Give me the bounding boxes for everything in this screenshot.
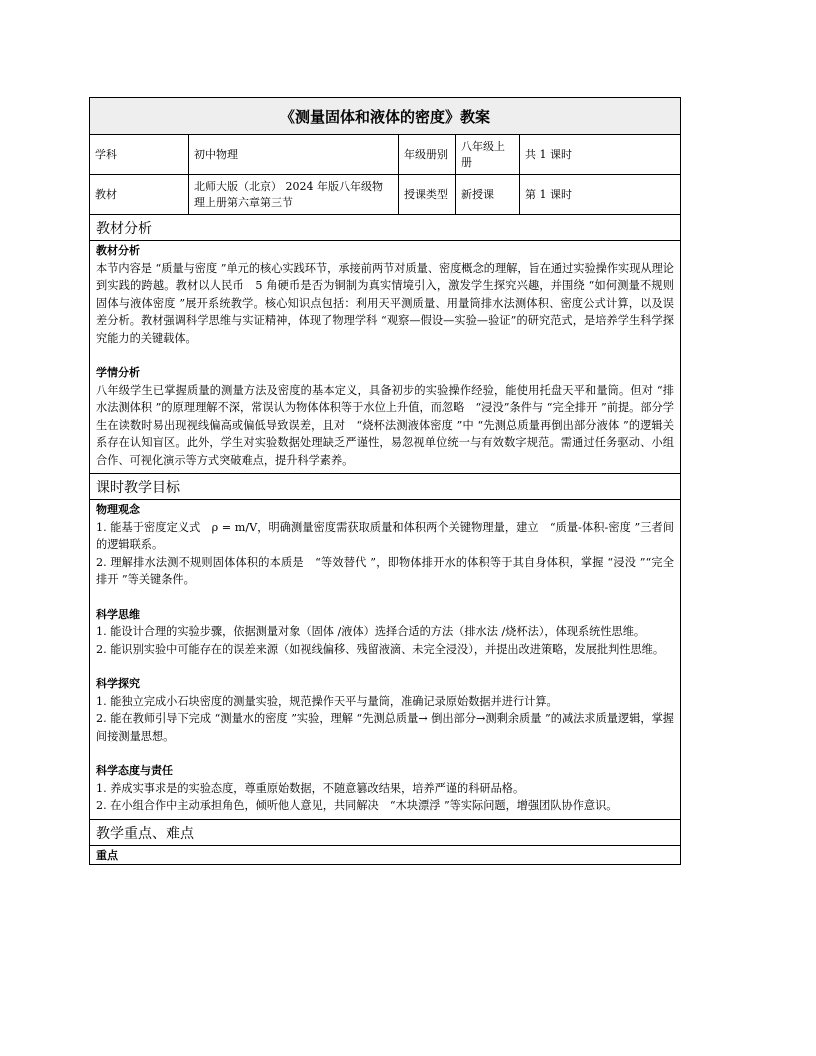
section-body-material — [90, 241, 680, 474]
section-heading-material: 教材分析 — [90, 215, 680, 241]
section-body-objectives — [90, 500, 680, 820]
subheading-physics-concept: 物理观念 — [96, 503, 140, 516]
info-row-textbook — [90, 175, 680, 215]
paragraph-material: 本节内容是 “质量与密度 ”单元的核心实践环节，承接前两节对质量、密度概念的理解，旨在通过实验操作实现从理论到实践的跨越。教材以人民币 5 角硬币是否为铜制为真实情境引入，激发学生探究兴趣，并围绕 “如何测量不规则固体与液体密度 ”展开系统教学。核心知识点包括：利用天平测质量、用量筒排水法测体积、密度公式计算，以及误差分析。教材强调科学思维与实证精神，体现了物理学科 “观察—假设—实验—验证”的研究范式，是培养学生科学探究能力的关键载体。 — [96, 261, 674, 345]
objective-item: 2. 能识别实验中可能存在的误差来源（如视线偏移、残留液滴、未完全浸没），并提出改进策略，发展批判性思维。 — [96, 642, 665, 656]
subheading-material: 教材分析 — [96, 244, 140, 257]
section-heading-keypoints: 教学重点、难点 — [90, 820, 680, 846]
objective-item: 1. 养成实事求是的实验态度，尊重原始数据，不随意篡改结果，培养严谨的科研品格。 — [96, 781, 525, 795]
subject-label: 学科 — [90, 135, 189, 174]
type-label: 授课类型 — [399, 175, 456, 214]
objective-item: 1. 能设计合理的实验步骤，依据测量对象（固体 /液体）选择合适的方法（排水法 /烧杯法），体现系统性思维。 — [96, 625, 646, 638]
section-heading-objectives: 课时教学目标 — [90, 474, 680, 500]
type-value: 新授课 — [456, 175, 520, 214]
objective-item: 2. 在小组合作中主动承担角色，倾听他人意见，共同解决 “木块漂浮 ”等实际问题，增强团队协作意识。 — [96, 799, 618, 812]
lesson-plan-table — [89, 97, 681, 865]
objective-item: 2. 理解排水法测不规则固体体积的本质是 “等效替代 ”，即物体排开水的体积等于其自身体积，掌握 “浸没 ”“完全排开 ”等关键条件。 — [96, 555, 674, 586]
subject-value: 初中物理 — [189, 135, 399, 174]
lesson-value: 第 1 课时 — [525, 187, 572, 201]
subheading-attitude: 科学态度与责任 — [96, 764, 173, 777]
textbook-label: 教材 — [90, 175, 189, 214]
subheading-scientific-inquiry: 科学探究 — [96, 677, 140, 690]
objective-item: 1. 能基于密度定义式 ρ = m/V，明确测量密度需获取质量和体积两个关键物理量，建立 “质量-体积-密度 ”三者间的逻辑联系。 — [96, 520, 674, 551]
subheading-scientific-thinking: 科学思维 — [96, 607, 140, 621]
document-title: 《测量固体和液体的密度》教案 — [90, 98, 680, 135]
objective-item: 1. 能独立完成小石块密度的测量实验，规范操作天平与量筒，准确记录原始数据并进行计算。 — [96, 694, 558, 708]
subheading-key-point: 重点 — [96, 848, 118, 862]
textbook-value: 北师大版（北京） 2024 年版八年级物理上册第六章第三节 — [189, 175, 399, 214]
grade-label: 年级册别 — [399, 135, 456, 174]
objective-item: 2. 能在教师引导下完成 “测量水的密度 ”实验，理解 “先测总质量→ 倒出部分→测剩余质量 ”的减法求质量逻辑，掌握间接测量思想。 — [96, 712, 674, 743]
grade-value: 八年级上册 — [456, 135, 520, 174]
section-body-keypoints — [90, 846, 680, 865]
info-row-subject — [90, 135, 680, 175]
paragraph-learner: 八年级学生已掌握质量的测量方法及密度的基本定义，具备初步的实验操作经验，能使用托盘天平和量筒。但对 “排水法测体积 ”的原理理解不深，常误认为物体体积等于水位上升值，而忽略 “浸没”条件与 “完全排开 ”前提。部分学生在读数时易出现视线偏高或偏低导致误差，且对 “烧杯法测液体密度 ”中 “先测总质量再倒出部分液体 ”的逻辑关系存在认知盲区。此外，学生对实验数据处理缺乏严谨性，易忽视单位统一与有效数字规范。需通过任务驱动、小组合作、可视化演示等方式突破难点，提升科学素养。 — [96, 383, 674, 467]
subheading-learner: 学情分析 — [96, 366, 140, 379]
hours-value: 共 1 课时 — [525, 147, 572, 161]
